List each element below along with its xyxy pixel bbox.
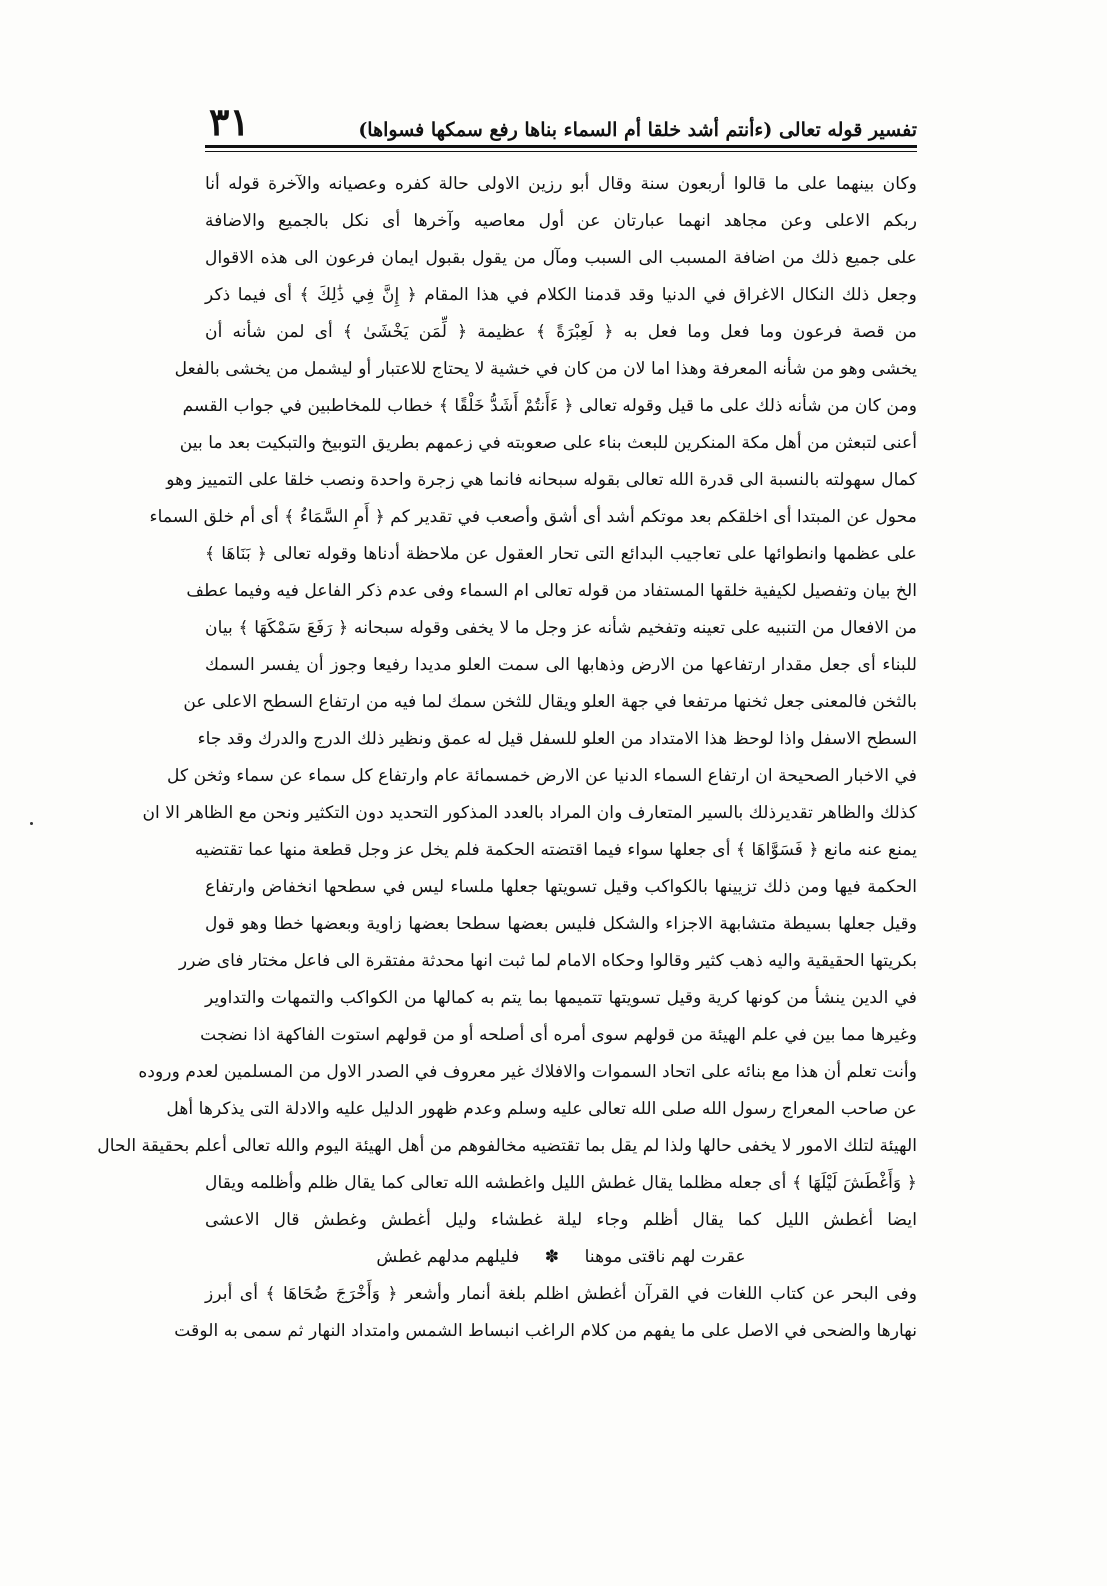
text-line: الحكمة فيها ومن ذلك تزيينها بالكواكب وقيل تسويتها جعلها ملساء ليس في سطحها انخفاض وارتفاع bbox=[205, 877, 917, 897]
poem-hemistich-first: عقرت لهم ناقتى موهنا bbox=[584, 1247, 746, 1267]
page-number: ٣١ bbox=[209, 99, 250, 144]
text-line: بالثخن فالمعنى جعل ثخنها مرتفعا في جهة العلو ويقال للثخن سمك لما فيه من ارتفاع السطح الاعلى عن bbox=[183, 692, 917, 712]
text-line: وقيل جعلها بسيطة متشابهة الاجزاء والشكل فليس بعضها سطحا بعضها زاوية وبعضها خطا وهو قول bbox=[205, 914, 917, 934]
text-line: على جميع ذلك من اضافة المسبب الى السبب ومآل من يقول بقبول ايمان فرعون الى هذه الاقوال bbox=[205, 248, 917, 268]
scan-speck bbox=[30, 822, 33, 825]
text-line: وغيرها مما بين في علم الهيئة من قولهم سوى أمره أى أصلحه أو من قولهم استوت الفاكهة اذا نضجت bbox=[200, 1025, 917, 1045]
poem-verse bbox=[205, 1239, 917, 1276]
text-line: يخشى وهو من شأنه المعرفة وهذا اما لان من كان في خشية لا يحتاج للاعتبار أو ليشمل من يخشى بالفعل bbox=[174, 359, 917, 379]
running-title: تفسير قوله تعالى (ءأنتم أشد خلقا أم السماء بناها رفع سمكها فسواها) bbox=[358, 119, 917, 141]
text-line: للبناء أى جعل مقدار ارتفاعها من الارض وذهابها الى سمت العلو مديدا رفيعا وجوز أن يفسر السمك bbox=[205, 655, 917, 675]
text-line: وجعل ذلك النكال الاغراق في الدنيا وقد قدمنا الكلام في هذا المقام ﴿ إِنَّ فِي ذَٰلِكَ ﴾ أى فيما ذكر bbox=[205, 285, 917, 305]
text-line: من الافعال من التنبيه على تعينه وتفخيم شأنه عز وجل ما لا يخفى وقوله سبحانه ﴿ رَفَعَ سَمْكَهَا ﴾ بيان bbox=[205, 618, 917, 638]
text-line: كمال سهولته بالنسبة الى قدرة الله تعالى بقوله سبحانه فانما هي زجرة واحدة ونصب خلقا على التمييز وهو bbox=[166, 470, 917, 490]
text-line: الهيئة لتلك الامور لا يخفى حالها ولذا لم يقل بما تقتضيه مخالفوهم من أهل الهيئة اليوم والله تعالى أعلم بحقيقة الحال bbox=[97, 1136, 917, 1156]
text-line: على عظمها وانطوائها على تعاجيب البدائع التى تحار العقول عن ملاحظة أدناها وقوله تعالى ﴿ بَنَاهَا ﴾ bbox=[205, 544, 917, 564]
text-line: في الدين ينشأ من كونها كرية وقيل تسويتها تتميمها بما يتم به كمالها من الكواكب والتمهات والتداوير bbox=[205, 988, 917, 1008]
text-line: السطح الاسفل واذا لوحظ هذا الامتداد من العلو للسفل قيل له عمق ونظير ذلك الدرج والدرك وقد جاء bbox=[197, 729, 917, 749]
text-line: ايضا أغطش الليل كما يقال أظلم وجاء ليلة غطشاء وليل أغطش وغطش قال الاعشى bbox=[205, 1210, 917, 1230]
text-line: ربكم الاعلى وعن مجاهد انهما عبارتان عن أول معاصيه وآخرها أى نكل بالجميع والاضافة bbox=[205, 211, 917, 231]
header-rule-thin bbox=[205, 151, 917, 152]
closing-text bbox=[174, 1276, 917, 1350]
text-line: عن صاحب المعراج رسول الله صلى الله تعالى عليه وسلم وعدم ظهور الدليل عليه والادلة التى يذكرها أهل bbox=[166, 1099, 917, 1119]
text-line: أعنى لتبعثن من أهل مكة المنكرين للبعث بناء على صعوبته في زعمهم بطريق التوبيخ والتبكيت بعد ما بين bbox=[179, 433, 917, 453]
text-line: في الاخبار الصحيحة ان ارتفاع السماء الدنيا عن الارض خمسمائة عام وارتفاع كل سماء عن سماء وثخن كل bbox=[167, 766, 917, 786]
text-line: بكريتها الحقيقية واليه ذهب كثير وقالوا وحكاه الامام لما ثبت انها محدثة مفتقرة الى فاعل مختار فاى ضرر bbox=[178, 951, 917, 971]
document-page bbox=[97, 95, 917, 1495]
text-line: من قصة فرعون وما فعل وما فعل به ﴿ لَعِبْرَةً ﴾ عظيمة ﴿ لِّمَن يَخْشَىٰ ﴾ أى لمن شأنه أن bbox=[205, 322, 917, 342]
text-line: الخ بيان وتفصيل لكيفية خلقها المستفاد من قوله تعالى ام السماء وفى عدم ذكر الفاعل فيه وفيما عطف bbox=[186, 581, 917, 601]
body-text bbox=[97, 166, 917, 1239]
poem-hemistich-second: فليلهم مدلهم غطش bbox=[376, 1247, 520, 1267]
text-line: وأنت تعلم أن هذا مع بنائه على اتحاد السموات والافلاك غير معروف في الصدر الاول من المسلمين لعدم وروده bbox=[138, 1062, 917, 1082]
text-line: يمنع عنه مانع ﴿ فَسَوَّاهَا ﴾ أى جعلها سواء فيما اقتضته الحكمة فلم يخل عز وجل قطعة منها عما تقتضيه bbox=[194, 840, 917, 860]
header-rule-thick bbox=[205, 145, 917, 148]
text-line: نهارها والضحى في الاصل على ما يفهم من كلام الراغب انبساط الشمس وامتداد النهار ثم سمى به الوقت bbox=[174, 1321, 917, 1341]
page-header bbox=[205, 95, 917, 144]
text-line: وفى البحر عن كتاب اللغات في القرآن أغطش اظلم بلغة أنمار وأشعر ﴿ وَأَخْرَجَ ضُحَاهَا ﴾ أى أبرز bbox=[205, 1284, 917, 1304]
text-line: وكان بينهما على ما قالوا أربعون سنة وقال أبو رزين الاولى حالة كفره وعصيانه والآخرة قوله أنا bbox=[205, 174, 917, 194]
text-line: كذلك والظاهر تقديرذلك بالسير المتعارف وان المراد بالعدد المذكور التحديد دون التكثير ونحن مع الظاهر الا ان bbox=[142, 803, 917, 823]
text-line: ومن كان من شأنه ذلك على ما قيل وقوله تعالى ﴿ ءَأَنتُمْ أَشَدُّ خَلْقًا ﴾ خطاب للمخاطبين في جواب القسم bbox=[182, 396, 917, 416]
text-line: محول عن المبتدا أى اخلقكم بعد موتكم أشد أى أشق وأصعب في تقدير كم ﴿ أَمِ السَّمَاءُ ﴾ أى أم خلق السماء bbox=[149, 507, 917, 527]
poem-separator-icon: ✽ bbox=[544, 1247, 560, 1267]
text-line: ﴿ وَأَغْطَشَ لَيْلَهَا ﴾ أى جعله مظلما يقال غطش الليل واغطشه الله تعالى كما يقال ظلم وأظلمه ويقال bbox=[205, 1173, 917, 1193]
